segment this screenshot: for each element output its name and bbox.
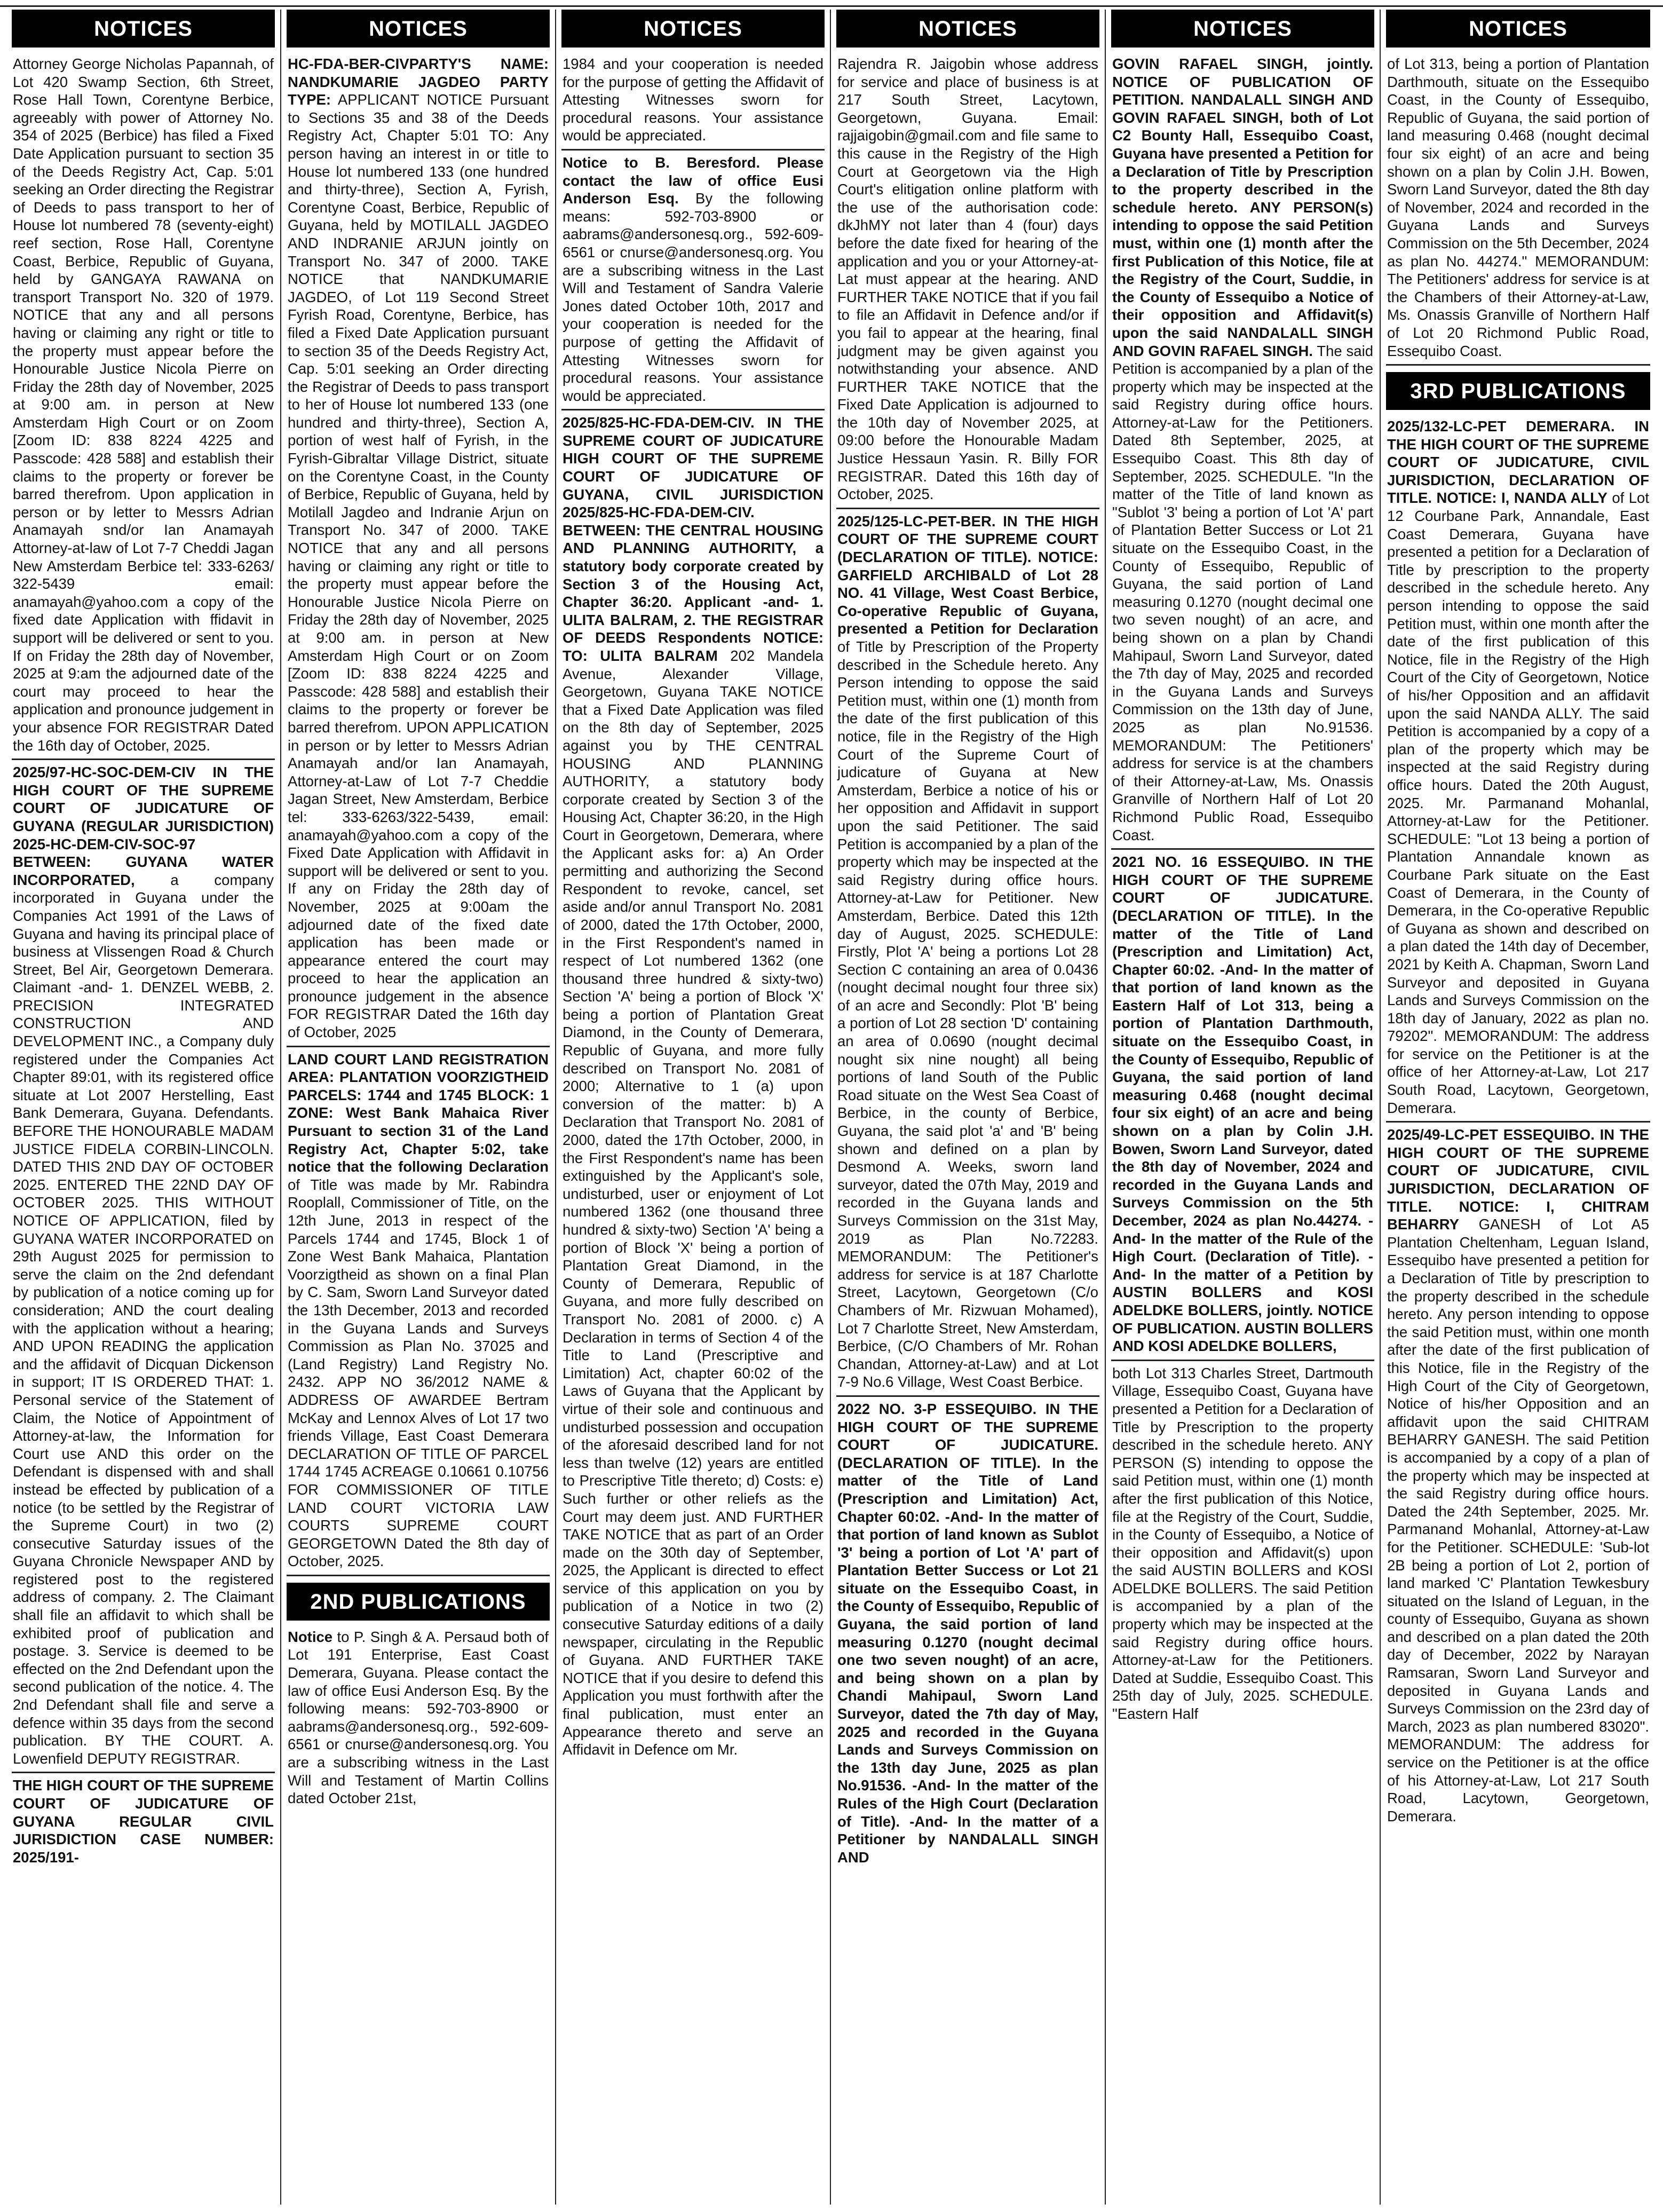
notice-item — [1386, 414, 1650, 1123]
notice-column — [1381, 10, 1656, 2205]
notice-body: to P. Singh & A. Persaud both of Lot 191 Enterprise, East Coast Demerara, Guyana. Please contact the law of office Eusi Anderson Esq. By the following means: 592-703-8900 or aabrams@andersonesq.org., 592-609-6561 or cnurse@andersonesq.org. You are a subscribing witness in the Last Will and Testament of Martin Collins dated October 21st, — [288, 1628, 549, 1807]
notice-item — [12, 760, 275, 1773]
notice-heading: LAND COURT LAND REGISTRATION AREA: PLANTATION VOORZIGTHEID PARCELS: 1744 and 1745 BLOCK: 1 ZONE: West Bank Mahaica River Pursuant to section 31 of the Land Registry Act, Chapter 5:02, take notice that the following Declaration — [288, 1050, 549, 1175]
notice-item — [561, 151, 825, 410]
notice-item — [12, 1773, 275, 1870]
notice-body: THE HIGH COURT OF THE SUPREME COURT OF JUDICATURE OF GUYANA REGULAR CIVIL JURISDICTION CASE NUMBER: 2025/191- — [13, 1777, 274, 1866]
top-rule — [0, 0, 1663, 7]
notice-body: of Title by Prescription of the Property described in the Schedule hereto. Any Person intending to oppose the said Petition must, within one (1) month from the date of the first publication of this notice, file in the Registry of the High Court of the Supreme Court of judicature of Guyana at New Amsterdam, Berbice a notice of his or her opposition and Affidavit in support upon the said Petitioner. The said Petition is accompanied by a plan of the property which may be inspected at the said Registry during office hours. Attorney-at-Law for Petitioner. New Amsterdam, Berbice. Dated this 12th day of August, 2025. SCHEDULE: Firstly, Plot 'A' being a portions Lot 28 Section C containing an area of 0.0436 (nought decimal nought four three six) of an acre and Secondly: Plot 'B' being a portion of Lot 28 section 'D' containing an area of 0.0690 (nought decimal nought six nine nought) all being portions of land South of the Public Road situate on the West Sea Coast of Berbice, in the county of Berbice, Guyana, the said plot 'a' and 'B' being shown and defined on a plan by Desmond A. Weeks, sworn land surveyor, dated the 07th May, 2019 and recorded in the Guyana lands and Surveys Commission on the 31st May, 2019 as Plan No.72283. MEMORANDUM: The Petitioner's address for service is at 187 Charlotte Street, Lacytown, Georgetown (C/o Chambers of Mr. Rizwuan Mohamed), Lot 7 Charlotte Street, New Amsterdam, Berbice, (C/O Chambers of Mr. Rohan Chandan, Attorney-at-Law) and at Lot 7-9 No.6 Village, West Coast Berbice. — [837, 638, 1098, 1391]
notice-item — [561, 52, 825, 151]
notice-item — [836, 509, 1099, 1397]
notice-body: The said Petition is accompanied by a plan of the property which may be inspected at the said Registry during office hours. Attorney-at-Law for the Petitioners. Dated 8th September, 2025, at Essequibo Coast. This 8th day of September, 2025. SCHEDULE. "In the matter of the Title of land known as "Sublot '3' being a portion of Lot 'A' part of Plantation Better Success or Lot 21 situate on the Essequibo Coast, in the County of Essequibo, Republic of Guyana, the said portion of Land measuring 0.1270 (nought decimal one two seven nought) of an acre, and being shown on a plan by Chandi Mahipaul, Sworn Land Surveyor, dated the 7th day of May, 2025 and recorded in the Guyana Lands and Surveys Commission on the 13th day of June, 2025 as plan No.91536. MEMORANDUM: The Petitioners' address for service is at the chambers of their Attorney-at-Law, Ms. Onassis Granville of Northern Half of Lot 20 Richmond Public Road, Essequibo Coast. — [1112, 342, 1373, 843]
notice-column — [556, 10, 831, 2205]
notice-body: 202 Mandela Avenue, Alexander Village, Georgetown, Guyana TAKE NOTICE that a Fixed Date Application was filed on the 8th day of September, 2025 against you by THE CENTRAL HOUSING AND PLANNING AUTHORITY, a statutory body corporate created by Section 3 of the Housing Act, Chapter 36:20, in the High Court in Georgetown, Demerara, where the Applicant asks for: a) An Order permitting and authorizing the Second Respondent to revoke, cancel, set aside and/or annul Transport No. 2081 of 2000, dated the 17th October, 2000, in the First Respondent's named in respect of Lot numbered 1362 (one thousand three hundred & sixty-two) Section 'A' being a portion of Block 'X' being a portion of Plantation Great Diamond, in the County of Demerara, Republic of Guyana, and more fully described on Transport No. 2081 of 2000; Alternative to 1 (a) upon conversion of the matter: b) A Declaration that Transport No. 2081 of 2000, dated the 17th October, 2000, in the First Respondent's name has been extinguished by the Applicant's sole, undisturbed, user or enjoyment of Lot numbered 1362 (one thousand three hundred & sixty-two) Section 'A' being a portion of Block 'X' being a portion of Plantation Great Diamond, in the County of Demerara, Republic of Guyana, and more fully described on Transport No. 2081 of 2000. c) A Declaration in terms of Section 4 of the Title to Land (Prescriptive and Limitation) Act, chapter 60:02 of the Laws of Guyana that the Applicant by virtue of their sole and continuous and undisturbed possession and occupation of the aforesaid described land for not less than twelve (12) years are entitled to Prescriptive Title thereto; d) Costs: e) Such further or other reliefs as the Court may deem just. AND FURTHER TAKE NOTICE that as part of an Order made on the 30th day of September, 2025, the Applicant is directed to effect service of this application on you by publication of a Notice in two (2) consecutive Saturday editions of a daily newspaper, circulating in the Republic of Guyana. AND FURTHER TAKE NOTICE that if you desire to defend this Application you must forthwith after the final publication, must enter an Appearance thereto and serve an Affidavit in Defence om Mr. — [563, 647, 824, 1758]
notice-body: 1984 and your cooperation is needed for the purpose of getting the Affidavit of Attesting Witnesses sworn for procedural reasons. Your assistance would be appreciated. — [563, 56, 823, 144]
notice-heading: 2025/97-HC-SOC-DEM-CIV IN THE HIGH COURT OF THE SUPREME COURT OF JUDICATURE OF GUYANA (REGULAR JURISDICTION) 2025-HC-DEM-CIV-SOC-97 BETWEEN: GUYANA WATER INCORPORATED, — [13, 764, 274, 888]
notice-column — [281, 10, 556, 2205]
notice-item — [561, 410, 825, 1763]
notice-body: By the following means: 592-703-8900 or aabrams@andersonesq.org., 592-609-6561 or cnurse@andersonesq.org. You are a subscribing witness in the Last Will and Testament of Sandra Valerie Jones dated October 10th, 2017 and your cooperation is needed for the purpose of getting the Affidavit of Attesting Witnesses sworn for procedural reasons. Your assistance would be appreciated. — [563, 190, 823, 404]
section-header: NOTICES — [1111, 10, 1374, 48]
notice-item — [1386, 1123, 1650, 1829]
section-header: NOTICES — [287, 10, 550, 48]
notice-body: Rajendra R. Jaigobin whose address for service and place of business is at 217 South Street, Lacytown, Georgetown, Guyana. Email: rajjaigobin@gmail.com and file same to this cause in the Registry of the High Court at Georgetown via the High Court's elitigation online platform with the use of the authorisation code: dkJhMY not later than 4 (four) days before the date fixed for hearing of the application and you or your Attorney-at-Lat must appear at the hearing. AND FURTHER TAKE NOTICE that if you fail to file an Affidavit in Defence and/or if you fail to appear at the hearing, final judgment may be given against you notwithstanding your absence. AND FURTHER TAKE NOTICE that the Fixed Date Application is adjourned to the 10th day of November 2025, at 09:00 before the Honourable Madam Justice Hessaun Yasin. R. Billy FOR REGISTRAR. Dated this 16th day of October, 2025. — [837, 56, 1099, 503]
notice-heading: GOVIN RAFAEL SINGH, jointly. NOTICE OF PUBLICATION OF PETITION. NANDALALL SINGH AND GOVIN RAFAEL SINGH, both of Lot C2 Bounty Hall, Essequibo Coast, Guyana have presented a Petition for a Declaration of Title by Prescription to the property described in the schedule hereto. ANY PERSON(s) intending to oppose the said Petition must, within one (1) month after the first Publication of this Notice, file at the Registry of the Court, Suddie, in the County of Essequibo a Notice of their opposition and Affidavit(s) upon the said NANDALALL SINGH AND GOVIN RAFAEL SINGH. — [1112, 56, 1373, 359]
notice-body: Attorney George Nicholas Papannah, of Lot 420 Swamp Section, 6th Street, Rose Hall Town, Corentyne Berbice, agreeably with power of Attorney No. 354 of 2025 (Berbice) has filed a Fixed Date Application pursuant to section 35 of the Deeds Registry Act, Cap. 5:01 seeking an Order directing the Registrar of Deeds to pass transport to her of House lot numbered 78 (seventy-eight) reef section, Rose Hall, Corentyne Coast, Berbice, Republic of Guyana, held by GANGAYA RAWANA on transport Transport No. 320 of 1979. NOTICE that any and all persons having or claiming any right or title to the property must appear before the Honourable Justice Nicola Pierre on Friday the 28th day of November, 2025 at 9:00 am. in person at New Amsterdam High Court or on Zoom [Zoom ID: 838 8224 4225 and Passcode: 428 588] and establish their claims to the property or forever be barred therefrom. Upon application in person or by letter to Messrs Adrian Anamayah snd/or Ian Anamayah Attorney-at-law of Lot 7-7 Cheddi Jagan New Amsterdam Berbice tel: 333-6263/ 322-5439 email: anamayah@yahoo.com a copy of the fixed date Application with ffidavit in support will be delivered or sent to you. If on Friday the 28th day of November, 2025 at 9:am the adjourned date of the court may proceed to hear the application and pronounce judgement in your absence FOR REGISTRAR Dated the 16th day of October, 2025. — [13, 56, 274, 754]
notice-heading: 2025/132-LC-PET DEMERARA. IN THE HIGH COURT OF THE SUPREME COURT OF JUDICATURE, CIVIL JURISDICTION, DECLARATION OF TITLE. NOTICE: I, NANDA ALLY — [1387, 418, 1649, 507]
notice-item — [287, 52, 550, 1047]
notice-item — [1111, 52, 1374, 850]
notice-item — [12, 52, 275, 760]
notice-item — [1111, 850, 1374, 1361]
section-header: NOTICES — [836, 10, 1099, 48]
notice-body: of Title was made by Mr. Rabindra Rooplall, Commissioner of Title, on the 12th June, 2013 in respect of the Parcels 1744 and 1745, Block 1 of Zone West Bank Mahaica, Plantation Voorzigtheid as shown on a final Plan by C. Sam, Sworn Land Surveyor dated the 13th December, 2013 and recorded in the Guyana Lands and Surveys Commission as Plan No. 37025 and (Land Registry) Land Registry No. 2432. APP NO 36/2012 NAME & ADDRESS OF AWARDEE Bertram McKay and Lennox Alves of Lot 17 two friends Village, East Coast Demerara DECLARATION OF TITLE OF PARCEL 1744 1745 ACREAGE 0.10661 0.10756 FOR COMMISSIONER OF TITLE LAND COURT VICTORIA LAW COURTS SUPREME COURT GEORGETOWN Dated the 8th day of October, 2025. — [288, 1176, 549, 1570]
notice-body: both Lot 313 Charles Street, Dartmouth Village, Essequibo Coast, Guyana have presented a Petition for a Declaration of Title by Prescription to the property described in the schedule hereto. ANY PERSON (S) intending to oppose the said Petition must, within one (1) month after the first publication of this Notice, file at the Registry of the Court, Suddie, in the County of Essequibo, a Notice of their opposition and Affidavit(s) upon the said AUSTIN BOLLERS and KOSI ADELDKE BOLLERS. The said Petition is accompanied by a plan of the property which may be inspected at the said Registry during office hours. Attorney-at-Law for the Petitioners. Dated at Suddie, Essequibo Coast. This 25th day of July, 2025. SCHEDULE. "Eastern Half — [1112, 1364, 1373, 1723]
notice-body: 2022 NO. 3-P ESSEQUIBO. IN THE HIGH COURT OF THE SUPREME COURT OF JUDICATURE. (DECLARATION OF TITLE). In the matter of the Title of Land (Prescription and Limitation) Act, Chapter 60:02. -And- In the matter of that portion of land known as Sublot '3' being a portion of Lot 'A' part of Plantation Better Success or Lot 21 situate on the Essequibo Coast, in the County of Essequibo, Republic of Guyana, the said portion of land measuring 0.1270 (nought decimal one two seven nought) of an acre, and being shown on a plan by Chandi Mahipaul, Sworn Land Surveyor, dated the 7th day of May, 2025 and recorded in the Guyana Lands and Surveys Commission on the 13th day June, 2025 as plan No.91536. -And- In the matter of the Rules of the High Court (Declaration of Title). -And- In the matter of a Petitioner by NANDALALL SINGH AND — [837, 1400, 1098, 1866]
notice-column — [6, 10, 281, 2205]
notice-heading: 2025/825-HC-FDA-DEM-CIV. IN THE SUPREME COURT OF JUDICATURE HIGH COURT OF THE SUPREME COURT OF JUDICATURE OF GUYANA, CIVIL JURISDICTION 2025/825-HC-FDA-DEM-CIV. BETWEEN: THE CENTRAL HOUSING AND PLANNING AUTHORITY, a statutory body corporate created by Section 3 of the Housing Act, Chapter 36:20. Applicant -and- 1. ULITA BALRAM, 2. THE REGISTRAR OF DEEDS Respondents NOTICE: TO: ULITA BALRAM — [563, 414, 823, 664]
newspaper-notices-page — [6, 10, 1657, 2205]
notice-item — [287, 1625, 550, 1812]
notice-body: of Lot 12 Courbane Park, Annandale, East Coast Demerara, Guyana have presented a petition for a Declaration of Title by prescription to the property described in the schedule hereto. Any person intending to oppose the said Petition must, within one month after the date of the first publication of this Notice, file in the Registry of the High Court of the City of Georgetown, Notice of his/her Opposition and an affidavit upon the said NANDA ALLY. The said Petition is accompanied by a copy of a plan of the property which may be inspected at the said Registry during office hours. Dated the 20th August, 2025. Mr. Parmanand Mohanlal, Attorney-at-Law for the Petitioner. SCHEDULE: "Lot 13 being a portion of Plantation Annandale known as Courbane Park situate on the East Coast of Demerara, in the County of Demerara, in the Co-operative Republic of Guyana as shown and described on a plan dated the 14th day of December, 2021 by Keith A. Chapman, Sworn Land Surveyor and deposited in Guyana Lands and Surveys Commission on the 18th day of January, 2022 as plan no. 79202". MEMORANDUM: The address for service on the Petitioner is at the office of her Attorney-at-Law, Lot 217 South Road, Lacytown, Georgetown, Demerara. — [1387, 489, 1649, 1116]
notice-heading: 2025/125-LC-PET-BER. IN THE HIGH COURT OF THE SUPREME COURT (DECLARATION OF TITLE). NOTICE: GARFIELD ARCHIBALD of Lot 28 NO. 41 Village, West Coast Berbice, Co-operative Republic of Guyana, presented a Petition for Declaration — [837, 512, 1098, 637]
notice-body: APPLICANT NOTICE Pursuant to Sections 35 and 38 of the Deeds Registry Act, Chapter 5:01 TO: Any person having an interest in or title to House lot numbered 133 (one hundred and thirty-three), Section A, Fyrish, Corentyne Coast, Berbice, Republic of Guyana, held by MOTILALL JAGDEO AND INDRANIE ARJUN jointly on Transport No. 347 of 2000. TAKE NOTICE that NANDKUMARIE JAGDEO, of Lot 119 Second Street Fyrish Road, Corentyne, Berbice, has filed a Fixed Date Application pursuant to section 35 of the Deeds Registry Act, Cap. 5:01 seeking an Order directing the Registrar of Deeds to pass transport to her of House lot numbered 133 (one hundred and thirty-three), Section A, portion of west half of Fyrish, in the Fyrish-Gibraltar Village District, situate on the Corentyne Coast, in the County of Berbice, Republic of Guyana, held by Motilall Jagdeo and Indranie Arjun on Transport No. 347 of 2000. TAKE NOTICE that any and all persons having or claiming any right or title to the property must appear before the Honourable Justice Nicola Pierre on Friday the 28th day of November, 2025 at 9:00 am. in person at New Amsterdam High Court or on Zoom [Zoom ID: 838 8224 4225 and Passcode: 428 588] and establish their claims to the property or forever be barred therefrom. UPON APPLICATION in person or by letter to Messrs Adrian Anamayah and/or Ian Anamayah, Attorney-at-Law of Lot 7-7 Cheddie Jagan Street, New Amsterdam, Berbice tel: 333-6263/322-5439, email: anamayah@yahoo.com a copy of the Fixed Date Application with Affidavit in support will be delivered or sent to you. If any on Friday the 28th day of November, 2025 at 9:00am the adjourned date of the fixed date application has been made or appearance entered the court may proceed to hear the application an pronounce judgement in the absence FOR REGISTRAR Dated the 16th day of October, 2025 — [288, 91, 549, 1041]
notice-item — [1111, 1361, 1374, 1727]
section-header: NOTICES — [561, 10, 825, 48]
notice-item — [1386, 52, 1650, 366]
notice-heading: Notice — [288, 1628, 333, 1645]
notice-body: GANESH of Lot A5 Plantation Cheltenham, Leguan Island, Essequibo have presented a petition for a Declaration of Title by prescription to the property described in the schedule hereto. Any person intending to oppose the said Petition must, within one month after the date of the first publication of this Notice, file in the Registry of the High Court of the City of Georgetown, Notice of his/her Opposition and an affidavit upon the said CHITRAM BEHARRY GANESH. The said Petition is accompanied by a copy of a plan of the property which may be inspected at the said Registry during office hours. Dated the 24th September, 2025. Mr. Parmanand Mohanlal, Attorney-at-Law for the Petitioner. SCHEDULE: 'Sub-lot 2B being a portion of Lot 2, portion of land marked 'C' Plantation Tewkesbury situated on the Island of Leguan, in the county of Essequibo, Guyana as shown and described on a plan dated the 20th day of December, 2022 by Narayan Ramsaran, Sworn Land Surveyor and deposited in Guyana Lands and Surveys Commission on the 23rd day of March, 2023 as plan numbered 83020". MEMORANDUM: The address for service on the Petitioner is at the office of his Attorney-at-Law, Lot 217 South Road, Lacytown, Georgetown, Demerara. — [1387, 1216, 1650, 1824]
notice-heading: 2025/49-LC-PET ESSEQUIBO. IN THE HIGH COURT OF THE SUPREME COURT OF JUDICATURE, CIVIL JURISDICTION, DECLARATION OF TITLE. NOTICE: I, CHITRAM BEHARRY — [1387, 1126, 1649, 1233]
notice-body: a company incorporated in Guyana under the Companies Act 1991 of the Laws of Guyana and having its principal place of business at Vlissengen Road & Church Street, Bel Air, Georgetown Demerara. Claimant -and- 1. DENZEL WEBB, 2. PRECISION INTEGRATED CONSTRUCTION AND DEVELOPMENT INC., a Company duly registered under the Companies Act Chapter 89:01, with its registered office situate at Lot 2007 Herstelling, East Bank Demerara, Guyana. Defendants. BEFORE THE HONOURABLE MADAM JUSTICE FIDELA CORBIN-LINCOLN. DATED THIS 2ND DAY OF OCTOBER 2025. ENTERED THE 22ND DAY OF OCTOBER 2025. THIS WITHOUT NOTICE OF APPLICATION, filed by GUYANA WATER INCORPORATED on 29th August 2025 for permission to serve the claim on the 2nd defendant by publication of a notice coming up for consideration; AND the court dealing with the application without a hearing; AND UPON READING the application and the affidavit of Dicquan Dickenson in support; IT IS ORDERED THAT: 1. Personal service of the Statement of Claim, the Notice of Appointment of Attorney-at-law, the Information for Court use AND this order on the Defendant is dispensed with and shall instead be effected by publication of a notice (to be settled by the Registrar of the Supreme Court) in two (2) consecutive Saturday issues of the Guyana Chronicle Newspaper AND by registered post to the registered address of company. 2. The Claimant shall file an affidavit to which shall be exhibited proof of publication and postage. 3. Service is deemed to be effected on the 2nd Defendant upon the second publication of the notice. 4. The 2nd Defendant shall file and serve a defence within 35 days from the second publication. BY THE COURT. A. Lowenfield DEPUTY REGISTRAR. — [13, 871, 274, 1767]
section-header: NOTICES — [1386, 10, 1650, 48]
notice-column — [831, 10, 1106, 2205]
notice-heading: HC-FDA-BER-CIVPARTY'S NAME: NANDKUMARIE JAGDEO PARTY TYPE: — [288, 56, 549, 108]
section-header: NOTICES — [12, 10, 275, 48]
notice-column — [1106, 10, 1381, 2205]
notice-item — [836, 52, 1099, 509]
notice-body: 2021 NO. 16 ESSEQUIBO. IN THE HIGH COURT OF THE SUPREME COURT OF JUDICATURE. (DECLARATION OF TITLE). In the matter of the Title of Land (Prescription and Limitation) Act, Chapter 60:02. -And- In the matter of that portion of land known as the Eastern Half of Lot 313, being a portion of Plantation Darthmouth, situate on the Essequibo Coast, in the County of Essequibo, Republic of Guyana, the said portion of land measuring 0.468 (nought decimal four six eight) of an acre and being shown on a plan by Colin J.H. Bowen, Sworn Land Surveyor, dated the 8th day of November, 2024 and recorded in the Guyana Lands and Surveys Commission on the 5th December, 2024 as plan No.44274. -And- In the matter of the Rule of the High Court. (Declaration of Title). -And- In the matter of a Petition by AUSTIN BOLLERS and KOSI ADELDKE BOLLERS, jointly. NOTICE OF PUBLICATION. AUSTIN BOLLERS AND KOSI ADELDKE BOLLERS, — [1112, 854, 1373, 1355]
notice-heading: Notice to B. Beresford. Please contact the law of office Eusi Anderson Esq. — [563, 154, 823, 207]
section-header: 3RD PUBLICATIONS — [1386, 372, 1650, 410]
section-header: 2ND PUBLICATIONS — [287, 1583, 550, 1621]
notice-item — [287, 1047, 550, 1576]
notice-body: of Lot 313, being a portion of Plantation Darthmouth, situate on the Essequibo Coast, in the County of Essequibo, Republic of Guyana, the said portion of land measuring 0.468 (nought decimal four six eight) of an acre and being shown on a plan by Colin J.H. Bowen, Sworn Land Surveyor, dated the 8th day of November, 2024 and recorded in the Guyana Lands and Surveys Commission on the 5th December, 2024 as plan No. 44274." MEMORANDUM: The Petitioners' address for service is at the Chambers of their Attorney-at-Law, Ms. Onassis Granville of Northern Half of Lot 20 Richmond Public Road, Essequibo Coast. — [1387, 56, 1649, 359]
notice-item — [836, 1397, 1099, 1870]
